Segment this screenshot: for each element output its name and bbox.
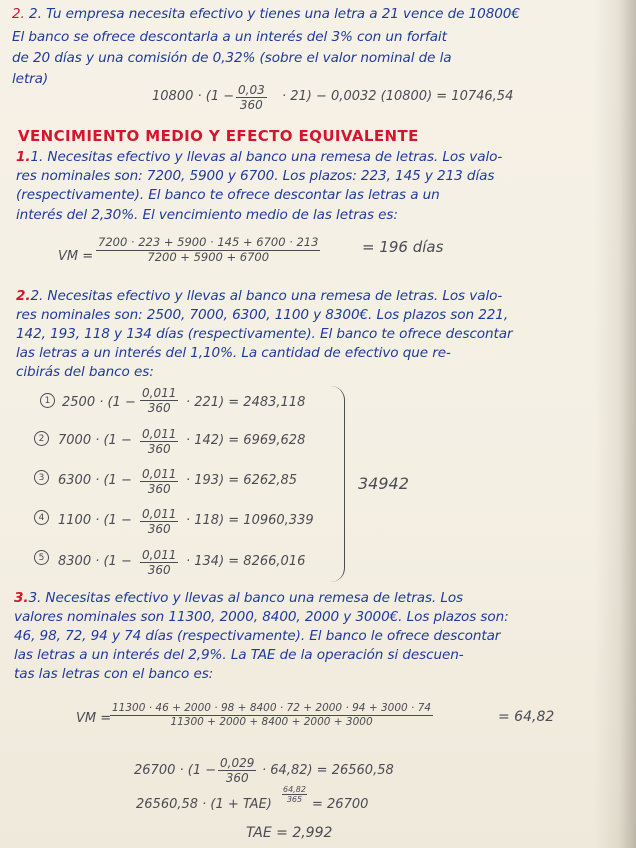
row-5-post: · 134) = 8266,016 — [186, 554, 306, 569]
row-5-den: 360 — [147, 563, 171, 577]
row-5-pre: 8300 · (1 − — [58, 554, 132, 569]
row-4-number: 4 — [34, 510, 49, 525]
p1-frac-den: 360 — [239, 98, 263, 112]
e3-line2-den: 360 — [225, 771, 249, 785]
e3-vm-label: VM = — [76, 711, 112, 726]
row-1-post: · 221) = 2483,118 — [186, 395, 306, 410]
p1-fraction — [236, 84, 267, 111]
p1-line-2: El banco se ofrece descontarla a un interés del 3% con un forfait — [12, 29, 447, 45]
e3-line3-exponent — [282, 786, 307, 804]
e3-line-2: valores nominales son 11300, 2000, 8400, 2000 y 3000€. Los plazos son: — [14, 609, 509, 625]
p1-line-1: 2. 2. Tu empresa necesita efectivo y tienes una letra a 21 vence de 10800€ — [12, 6, 520, 22]
row-3-number: 3 — [34, 470, 49, 485]
e1-vm-fraction — [96, 237, 320, 263]
row-3-num: 0,011 — [142, 467, 177, 481]
sum-total: 34942 — [358, 474, 409, 493]
e2-line-4: las letras a un interés del 1,10%. La cantidad de efectivo que re- — [16, 345, 451, 361]
e3-line3-pre: 26560,58 · (1 + TAE) — [136, 797, 272, 812]
row-2-pre: 7000 · (1 − — [58, 433, 132, 448]
row-3-pre: 6300 · (1 − — [58, 473, 132, 488]
row-1-den: 360 — [147, 401, 171, 415]
e2-line-1: 2.2. Necesitas efectivo y llevas al banco una remesa de letras. Los valo- — [16, 288, 503, 304]
row-2-den: 360 — [147, 442, 171, 456]
row-4-pre: 1100 · (1 − — [58, 513, 132, 528]
row-5-num: 0,011 — [142, 548, 177, 562]
e3-exp-num: 64,82 — [283, 785, 306, 794]
e1-text-1: 1. Necesitas efectivo y llevas al banco una remesa de letras. Los valo- — [30, 149, 503, 165]
e3-line3-post: = 26700 — [312, 797, 369, 812]
e1-vm-result: = 196 días — [362, 238, 444, 256]
row-3-den: 360 — [147, 482, 171, 496]
p1-formula-tail: · 21) − 0,0032 (10800) = 10746,54 — [282, 89, 514, 104]
e3-vm-num: 11300 · 46 + 2000 · 98 + 8400 · 72 + 2000 · 94 + 3000 · 74 — [112, 702, 432, 714]
e2-line-3: 142, 193, 118 y 134 días (respectivamente). El banco te ofrece descontar — [16, 326, 513, 342]
e3-text-1: 3. Necesitas efectivo y llevas al banco una remesa de letras. Los — [28, 590, 464, 606]
row-2-num: 0,011 — [142, 427, 177, 441]
e3-vm-fraction — [110, 703, 433, 727]
e3-line2-post: · 64,82) = 26560,58 — [262, 763, 394, 778]
row-2-number: 2 — [34, 431, 49, 446]
e3-line-5: tas las letras con el banco es: — [14, 666, 214, 682]
row-3-post: · 193) = 6262,85 — [186, 473, 298, 488]
e2-line-5: cibirás del banco es: — [16, 364, 154, 380]
e3-vm-result: = 64,82 — [498, 709, 555, 725]
e3-line-1: 3.3. Necesitas efectivo y llevas al banco una remesa de letras. Los — [14, 590, 464, 606]
row-2-post: · 142) = 6969,628 — [186, 433, 306, 448]
e3-tae-result: TAE = 2,992 — [246, 825, 333, 841]
sum-brace — [330, 386, 345, 582]
row-5-fraction — [140, 549, 178, 576]
e3-line2-fraction — [218, 757, 256, 784]
e3-vm-den: 11300 + 2000 + 8400 + 2000 + 3000 — [170, 715, 373, 728]
p1-text-1: 2. Tu empresa necesita efectivo y tienes una letra a 21 vence de 10800€ — [29, 6, 520, 22]
row-1-num: 0,011 — [142, 386, 177, 400]
section-heading: VENCIMIENTO MEDIO Y EFECTO EQUIVALENTE — [18, 127, 419, 145]
p1-frac-num: 0,03 — [238, 83, 265, 97]
e1-line-1: 1.1. Necesitas efectivo y llevas al banco una remesa de letras. Los valo- — [16, 149, 503, 165]
e1-line-4: interés del 2,30%. El vencimiento medio de las letras es: — [16, 207, 398, 223]
e3-line-3: 46, 98, 72, 94 y 74 días (respectivamente). El banco le ofrece descontar — [14, 628, 501, 644]
e1-vm-den: 7200 + 5900 + 6700 — [147, 249, 270, 264]
e1-vm-label: VM = — [58, 249, 94, 264]
p1-formula-head: 10800 · (1 − — [152, 89, 235, 104]
e3-line-4: las letras a un interés del 2,9%. La TAE de la operación si descuen- — [14, 647, 464, 663]
row-2-fraction — [140, 428, 178, 455]
row-3-fraction — [140, 468, 178, 495]
row-4-den: 360 — [147, 522, 171, 536]
e3-line2-num: 0,029 — [220, 756, 255, 770]
row-1-number: 1 — [40, 393, 55, 408]
e3-exp-den: 365 — [286, 795, 303, 804]
p1-line-4: letra) — [12, 71, 49, 87]
row-1-pre: 2500 · (1 − — [62, 395, 136, 410]
e2-text-1: 2. Necesitas efectivo y llevas al banco una remesa de letras. Los valo- — [30, 288, 503, 304]
row-4-num: 0,011 — [142, 507, 177, 521]
e3-line2-pre: 26700 · (1 − — [134, 763, 217, 778]
row-1-fraction — [140, 387, 178, 414]
row-5-number: 5 — [34, 550, 49, 565]
p1-line-3: de 20 días y una comisión de 0,32% (sobre el valor nominal de la — [12, 50, 452, 66]
e1-vm-num: 7200 · 223 + 5900 · 145 + 6700 · 213 — [98, 235, 319, 249]
e2-line-2: res nominales son: 2500, 7000, 6300, 1100 y 8300€. Los plazos son 221, — [16, 307, 509, 323]
row-4-fraction — [140, 508, 178, 535]
page-edge-shadow — [594, 0, 636, 848]
e1-line-3: (respectivamente). El banco te ofrece descontar las letras a un — [16, 187, 440, 203]
row-4-post: · 118) = 10960,339 — [186, 513, 314, 528]
e1-line-2: res nominales son: 7200, 5900 y 6700. Los plazos: 223, 145 y 213 días — [16, 168, 495, 184]
